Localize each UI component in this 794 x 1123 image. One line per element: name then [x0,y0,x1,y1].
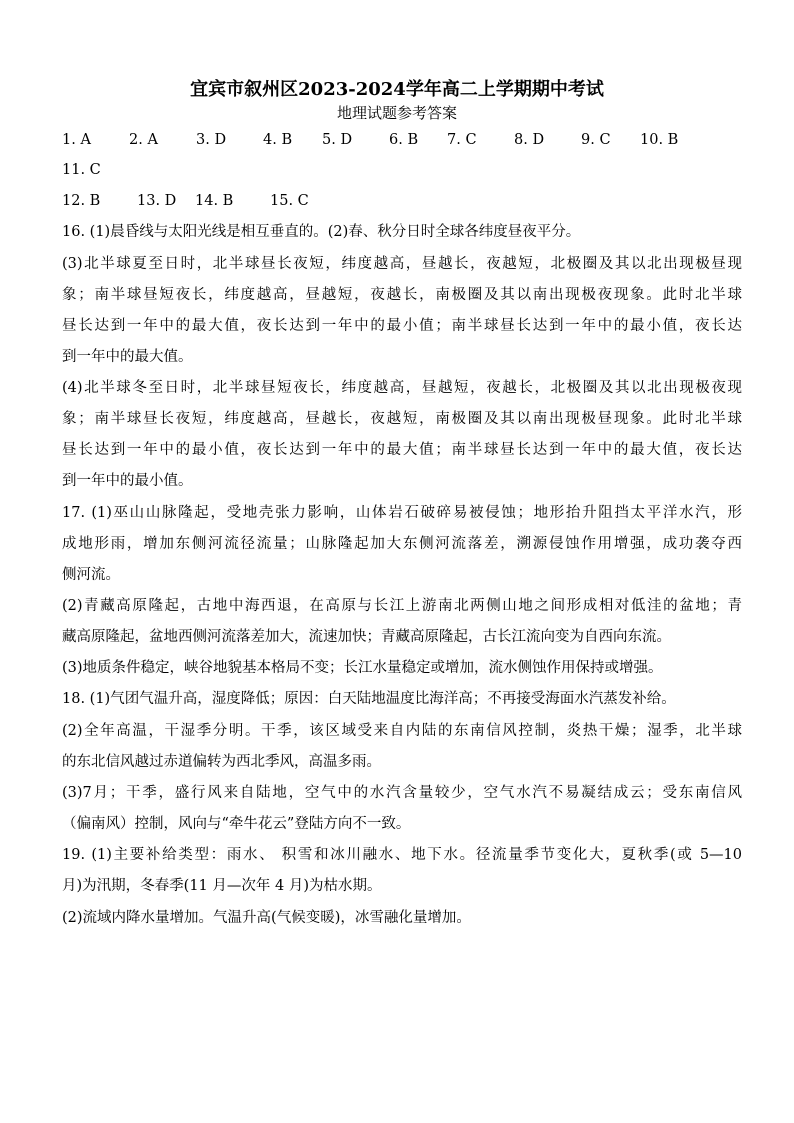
answer-line: 18. (1)气团气温升高，湿度降低；原因：白天陆地温度比海洋高；不再接受海面水汽蒸发补给。 [62,691,676,707]
answer-line: 象；南半球昼短夜长，纬度越高，昼越短，夜越长，南极圈及其以南出现极夜现象。此时北半球 [62,287,742,303]
answer-line: 月)为汛期，冬春季(11 月—次年 4 月)为枯水期。 [62,878,382,894]
answer-line: 昼长达到一年中的最小值，夜长达到一年中的最大值；南半球昼长达到一年中的最大值，夜长达 [62,442,742,458]
answer-line: （偏南风）控制，风向与“牵牛花云”登陆方向不一致。 [62,816,411,832]
answer-line: 侧河流。 [62,567,120,583]
answer-line: 象；南半球昼长夜短，纬度越高，昼越长，夜越短，南极圈及其以南出现极昼现象。此时北半球 [62,411,742,427]
answer-line: 16. (1)晨昏线与太阳光线是相互垂直的。(2)春、秋分日时全球各纬度昼夜平分。 [62,224,581,240]
choice-answer: 9. C [581,132,611,148]
choice-answer: 12. B [62,193,101,209]
answer-line: 的东北信风越过赤道偏转为西北季风，高温多雨。 [62,754,381,770]
answer-line: 19. (1)主要补给类型：雨水、 积雪和冰川融水、地下水。径流量季节变化大，夏秋季(或 5—10 [62,847,742,863]
choice-row-3 [62,189,762,213]
choice-answer: 11. C [62,162,101,178]
choice-answer: 13. D [137,193,177,209]
answer-line: 17. (1)巫山山脉隆起，受地壳张力影响，山体岩石破碎易被侵蚀；地形抬升阻挡太平洋水汽，形 [62,505,742,521]
page-title: 宜宾市叙州区2023-2024学年高二上学期期中考试 [190,79,604,100]
answer-line: (3)7月；干季，盛行风来自陆地，空气中的水汽含量较少，空气水汽不易凝结成云；受东南信风 [62,785,742,801]
choice-answer: 4. B [263,132,293,148]
answer-line: (2)流域内降水量增加。气温升高(气候变暖)，冰雪融化量增加。 [62,910,471,926]
answer-line: 到一年中的最小值。 [62,473,193,489]
choice-answer: 15. C [270,193,309,209]
choice-answer: 5. D [322,132,353,148]
answer-line: (3)北半球夏至日时，北半球昼长夜短，纬度越高，昼越长，夜越短，北极圈及其以北出现极昼现 [62,256,742,272]
answer-line: (3)地质条件稳定，峡谷地貌基本格局不变；长江水量稳定或增加，流水侧蚀作用保持或增强。 [62,660,663,676]
answer-line: (2)全年高温，干湿季分明。干季，该区域受来自内陆的东南信风控制，炎热干燥；湿季，北半球 [62,723,742,739]
answer-line: (2)青藏高原隆起，古地中海西退，在高原与长江上游南北两侧山地之间形成相对低洼的盆地；青 [62,598,742,614]
choice-answer: 2. A [129,132,158,148]
answer-line: (4)北半球冬至日时，北半球昼短夜长，纬度越高，昼越短，夜越长，北极圈及其以北出现极夜现 [62,380,742,396]
choice-answer: 1. A [62,132,91,148]
answer-line: 到一年中的最大值。 [62,349,193,365]
answer-line: 藏高原隆起，盆地西侧河流落差加大，流速加快；青藏高原隆起，古长江流向变为自西向东流。 [62,629,671,645]
page-subtitle: 地理试题参考答案 [336,104,457,122]
choice-answer: 14. B [195,193,234,209]
answer-line: 成地形雨，增加东侧河流径流量；山脉隆起加大东侧河流落差，溯源侵蚀作用增强，成功袭夺西 [62,536,742,552]
choice-row-1 [62,128,762,152]
choice-answer: 6. B [389,132,419,148]
choice-answer: 7. C [447,132,477,148]
choice-answer: 8. D [514,132,545,148]
answer-line: 昼长达到一年中的最大值，夜长达到一年中的最小值；南半球昼长达到一年中的最小值，夜长达 [62,318,742,334]
choice-answer: 10. B [640,132,679,148]
choice-row-2 [62,158,762,182]
choice-answer: 3. D [196,132,227,148]
